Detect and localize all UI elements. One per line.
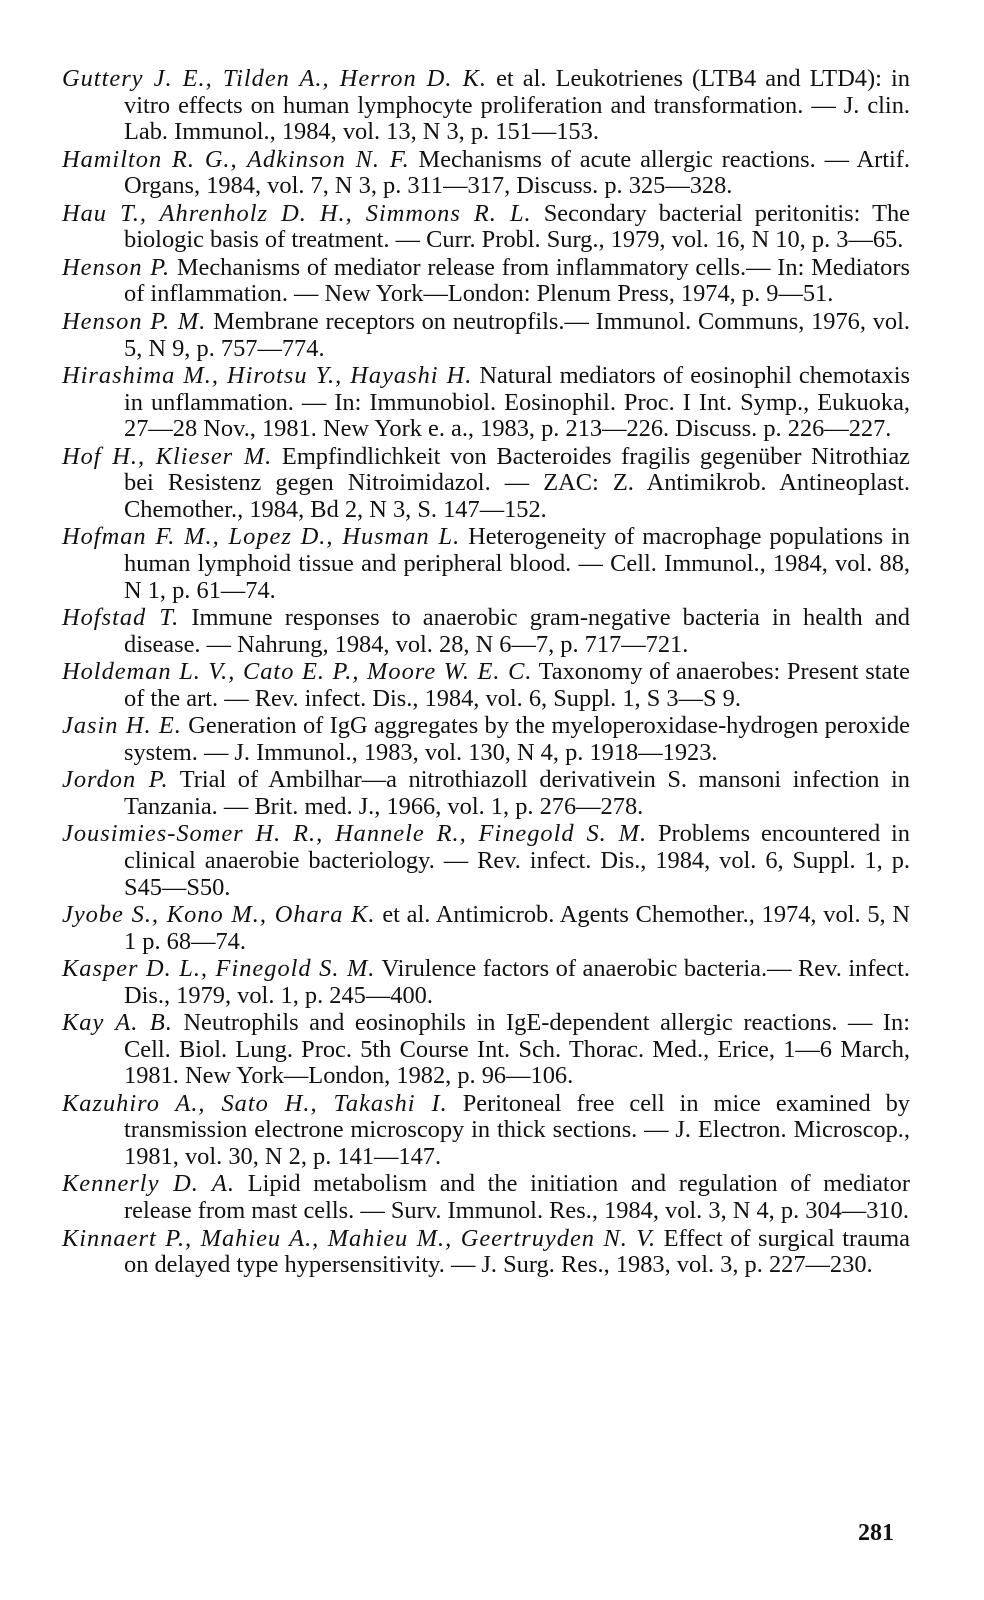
reference-authors: Henson P. [62, 253, 171, 281]
reference-entry [62, 767, 910, 820]
reference-authors: Hirashima M., Hirotsu Y., Hayashi H. [62, 361, 473, 389]
reference-entry [62, 956, 910, 1009]
reference-entry [62, 147, 910, 200]
reference-authors: Hau T., Ahrenholz D. H., Simmons R. L. [62, 199, 532, 227]
reference-entry [62, 713, 910, 766]
reference-text: Natural mediators of eosinophil chemotaxis in unflammation. — In: Immunobiol. Eosinophil. Proc. I Int. Symp., Eukuoka, 27—28 Nov., 1981. New York e. a., 1983, p. 213—226. Discuss. p. 226—227. [124, 361, 910, 443]
reference-text: et al. Antimicrob. Agents Chemother., 1974, vol. 5, N 1 p. 68—74. [124, 900, 910, 955]
page-number: 281 [858, 1520, 894, 1546]
reference-authors: Kay A. B. [62, 1009, 173, 1037]
reference-text: Trial of Ambilhar—a nitrothiazoll derivativein S. mansoni infection in Tanzania. — Brit. med. J., 1966, vol. 1, p. 276—278. [124, 766, 910, 820]
reference-entry [62, 1091, 910, 1171]
reference-entry [62, 255, 910, 308]
reference-entry [62, 605, 910, 658]
reference-entry [62, 309, 910, 362]
reference-entry [62, 363, 910, 443]
reference-text: Heterogeneity of macrophage populations in human lymphoid tissue and peripheral blood. — Cell. Immunol., 1984, vol. 88, N 1, p. 61—74. [124, 523, 911, 604]
reference-list [62, 66, 910, 1280]
reference-text: Mechanisms of mediator release from inflammatory cells.— In: Mediators of inflammation. — New York—London: Plenum Press, 1974, p. 9—51. [124, 253, 910, 308]
reference-authors: Hof H., Klieser M. [62, 442, 273, 470]
reference-authors: Henson P. M. [62, 307, 207, 335]
reference-text: Problems encountered in clinical anaerobie bacteriology. — Rev. infect. Dis., 1984, vol. 6, Suppl. 1, p. S45—S50. [124, 820, 910, 901]
reference-text: Effect of surgical trauma on delayed type hypersensitivity. — J. Surg. Res., 1983, vol. 3, p. 227—230. [124, 1224, 910, 1279]
reference-authors: Hofman F. M., Lopez D., Husman L. [62, 523, 461, 551]
reference-entry [62, 821, 910, 901]
reference-text: Taxonomy of anaerobes: Present state of the art. — Rev. infect. Dis., 1984, vol. 6, Suppl. 1, S 3—S 9. [124, 658, 910, 712]
reference-entry [62, 444, 910, 524]
reference-entry [62, 902, 910, 955]
reference-text: Generation of IgG aggregates by the myeloperoxidase-hydrogen peroxide system. — J. Immunol., 1983, vol. 130, N 4, p. 1918—1923. [124, 712, 910, 766]
reference-authors: Guttery J. E., Tilden A., Herron D. K. [62, 65, 487, 92]
reference-text: Neutrophils and eosinophils in IgE-dependent allergic reactions. — In: Cell. Biol. Lung. Proc. 5th Course Int. Sch. Thorac. Med., Erice, 1—6 March, 1981. New York—London, 1982, p. 96—106. [124, 1009, 910, 1090]
reference-authors: Jousimies-Somer H. R., Hannele R., Finegold S. M. [62, 820, 648, 848]
reference-text: Lipid metabolism and the initiation and regulation of mediator release from mast cells. — Surv. Immunol. Res., 1984, vol. 3, N 4, p. 304—310. [124, 1170, 910, 1225]
reference-authors: Kasper D. L., Finegold S. M. [62, 955, 376, 983]
reference-entry [62, 1171, 910, 1224]
reference-text: Immune responses to anaerobic gram-negative bacteria in health and disease. — Nahrung, 1984, vol. 28, N 6—7, p. 717—721. [124, 604, 910, 658]
reference-entry [62, 1226, 910, 1279]
reference-entry [62, 1010, 910, 1090]
reference-authors: Holdeman L. V., Cato E. P., Moore W. E. C. [62, 658, 533, 686]
reference-authors: Kinnaert P., Mahieu A., Mahieu M., Geertruyden N. V. [62, 1224, 657, 1252]
reference-entry [62, 659, 910, 712]
reference-text: Membrane receptors on neutropfils.— Immunol. Communs, 1976, vol. 5, N 9, p. 757—774. [124, 307, 910, 362]
reference-text: Secondary bacterial peritonitis: The biologic basis of treatment. — Curr. Probl. Surg., 1979, vol. 16, N 10, p. 3—65. [124, 199, 910, 254]
reference-authors: Kazuhiro A., Sato H., Takashi I. [62, 1089, 448, 1117]
reference-authors: Hamilton R. G., Adkinson N. F. [62, 145, 410, 173]
reference-text: Empfindlichkeit von Bacteroides fragilis gegenüber Nitrothiaz bei Resistenz gegen Nitroimidazol. — ZAC: Z. Antimikrob. Antineoplast. Chemother., 1984, Bd 2, N 3, S. 147—152. [124, 442, 910, 523]
reference-text: Mechanisms of acute allergic reactions. — Artif. Organs, 1984, vol. 7, N 3, p. 311—317, Discuss. p. 325—328. [124, 145, 910, 200]
reference-entry [62, 66, 910, 146]
reference-text: Peritoneal free cell in mice examined by transmission electrone microscopy in thick sections. — J. Electron. Microscop., 1981, vol. 30, N 2, p. 141—147. [124, 1089, 910, 1170]
reference-text: Virulence factors of anaerobic bacteria.— Rev. infect. Dis., 1979, vol. 1, p. 245—400. [124, 955, 910, 1009]
reference-authors: Jasin H. E. [62, 712, 182, 740]
reference-authors: Jordon P. [62, 766, 169, 794]
reference-entry [62, 524, 910, 604]
reference-entry [62, 201, 910, 254]
reference-text: et al. Leukotrienes (LTB4 and LTD4): in vitro effects on human lymphocyte proliferation and transformation. — J. clin. Lab. Immunol., 1984, vol. 13, N 3, p. 151—153. [124, 65, 910, 146]
reference-authors: Hofstad T. [62, 604, 180, 631]
reference-authors: Kennerly D. A. [62, 1170, 236, 1198]
reference-authors: Jyobe S., Kono M., Ohara K. [62, 900, 376, 928]
